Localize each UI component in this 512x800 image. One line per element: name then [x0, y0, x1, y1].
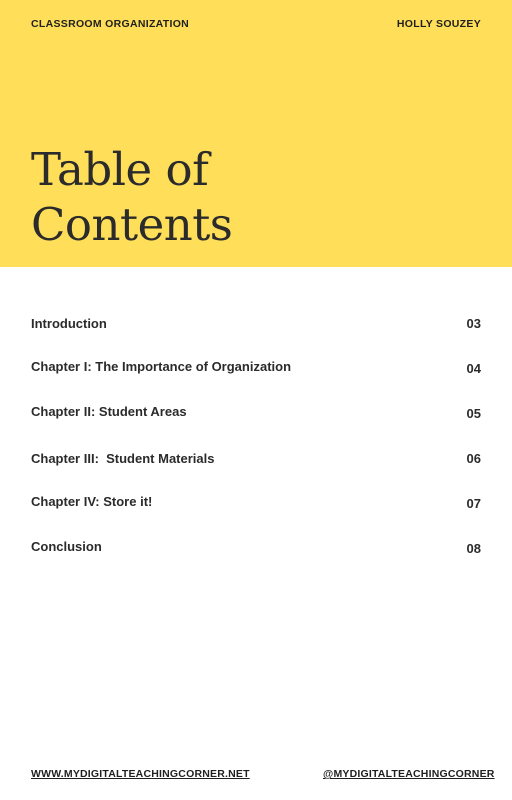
toc-label: Chapter I: The Importance of Organization: [31, 359, 292, 374]
toc-label: Chapter III: Student Materials: [31, 451, 215, 466]
category-label: CLASSROOM ORGANIZATION: [31, 18, 190, 30]
title-line-1: Table of: [31, 143, 209, 196]
toc-page-number: 03: [466, 316, 481, 331]
toc-page-number: 04: [466, 361, 481, 376]
toc-label: Chapter IV: Store it!: [31, 494, 153, 509]
website-link[interactable]: WWW.MYDIGITALTEACHINGCORNER.NET: [31, 768, 250, 780]
toc-page-number: 07: [466, 496, 481, 511]
page-title: [31, 142, 232, 252]
toc-page-number: 06: [466, 451, 481, 466]
author-name: HOLLY SOUZEY: [396, 18, 481, 30]
toc-label: Introduction: [31, 316, 107, 331]
toc-label: Chapter II: Student Areas: [31, 404, 187, 419]
toc-page-number: 08: [466, 541, 481, 556]
social-handle-link[interactable]: @MYDIGITALTEACHINGCORNER: [323, 768, 495, 780]
title-line-2: Contents: [31, 198, 233, 251]
toc-label: Conclusion: [31, 539, 102, 554]
toc-page-number: 05: [466, 406, 481, 421]
header-banner: [0, 0, 512, 267]
